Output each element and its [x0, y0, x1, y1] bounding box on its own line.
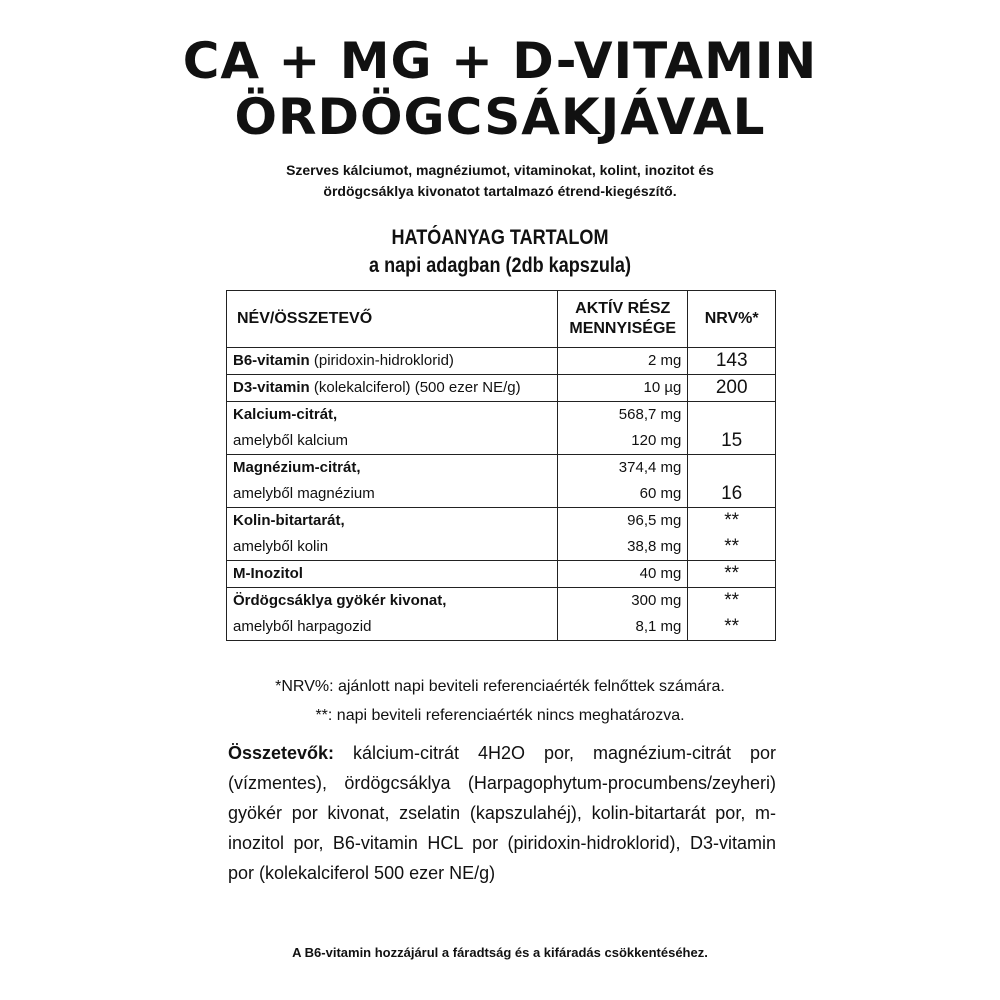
table-header-row	[227, 291, 776, 348]
ingredient-name-bold: Magnézium-citrát,	[233, 459, 361, 476]
ingredient-name	[227, 348, 558, 375]
ingredient-name	[227, 375, 558, 402]
ingredient-sub-nrv: **	[724, 536, 740, 557]
ingredient-name	[227, 508, 558, 561]
ingredient-sub-amount: 60 mg	[639, 485, 682, 502]
ingredient-sub-nrv: **	[724, 616, 740, 637]
ingredient-sub-amount: 38,8 mg	[627, 538, 682, 555]
ingredients-label: Összetevők:	[228, 743, 335, 763]
ingredient-nrv: ** **	[688, 508, 776, 561]
header-nrv: NRV%*	[688, 291, 776, 348]
ingredient-name-bold: Kolin-bitartarát,	[233, 512, 345, 529]
ingredient-amount: 96,5 mg 38,8 mg	[558, 508, 688, 561]
header-amount	[558, 291, 688, 348]
ingredient-sub-name: amelyből kolin	[233, 538, 329, 555]
ingredient-sub-name: amelyből kalcium	[233, 432, 349, 449]
nutrition-table	[226, 290, 776, 641]
ingredient-nrv: 143	[688, 348, 776, 375]
footnote-nrv: *NRV%: ajánlott napi beviteli referenciaérték felnőttek számára.	[275, 678, 725, 695]
ingredient-amount: 374,4 mg 60 mg	[558, 455, 688, 508]
table-row	[227, 375, 776, 402]
table-row	[227, 588, 776, 641]
ingredient-amount: 40 mg	[558, 561, 688, 588]
product-description-line2: ördögcsáklya kivonatot tartalmazó étrend-kiegészítő.	[323, 183, 677, 199]
header-amount-line2: MENNYISÉGE	[569, 320, 677, 337]
ingredient-amount: 2 mg	[558, 348, 688, 375]
header-amount-line1: AKTÍV RÉSZ	[575, 300, 671, 317]
table-row	[227, 561, 776, 588]
ingredient-name	[227, 561, 558, 588]
table-row	[227, 508, 776, 561]
ingredient-amount: 300 mg 8,1 mg	[558, 588, 688, 641]
ingredient-sub-nrv: 16	[721, 483, 743, 504]
ingredient-sub-amount: 8,1 mg	[635, 618, 682, 635]
product-title-line2: ÖRDÖGCSÁKJÁVAL	[234, 88, 766, 146]
health-claim: A B6-vitamin hozzájárul a fáradtság és a kifáradás csökkentéséhez.	[292, 945, 708, 960]
ingredient-name-detail: (piridoxin-hidroklorid)	[309, 352, 454, 369]
ingredient-nrv	[688, 455, 776, 508]
ingredients-text: kálcium-citrát 4H2O por, magnézium-citrát por (vízmentes), ördögcsáklya (Harpagophytum-procumbens/zeyheri) gyökér por kivonat, zselatin (kapszulahéj), kolin-bitartarát por, m-inozitol por, B6-vitamin HCL por (piridoxin-hidroklorid), D3-vitamin por (kolekalciferol 500 ezer NE/g)	[228, 743, 776, 883]
footnote-undefined: **: napi beviteli referenciaérték nincs meghatározva.	[315, 707, 685, 724]
ingredient-sub-nrv: 15	[721, 430, 743, 451]
ingredient-name	[227, 588, 558, 641]
product-title-line1: CA + MG + D-VITAMIN	[182, 32, 818, 90]
ingredient-amount: 10 µg	[558, 375, 688, 402]
table-row	[227, 402, 776, 455]
ingredient-sub-name: amelyből harpagozid	[233, 618, 372, 635]
ingredient-name-detail: (kolekalciferol) (500 ezer NE/g)	[309, 379, 521, 396]
ingredients-paragraph	[228, 738, 776, 888]
section-subheading: a napi adagban (2db kapszula)	[369, 254, 631, 277]
ingredient-amount: 568,7 mg 120 mg	[558, 402, 688, 455]
ingredient-name	[227, 455, 558, 508]
ingredient-nrv: ** **	[688, 588, 776, 641]
ingredient-name-bold: M-Inozitol	[233, 565, 303, 582]
ingredient-nrv	[688, 402, 776, 455]
ingredient-name-bold: Ördögcsáklya gyökér kivonat,	[233, 592, 447, 609]
ingredient-sub-amount: 120 mg	[631, 432, 682, 449]
ingredient-name-bold: Kalcium-citrát,	[233, 406, 338, 423]
ingredient-name-bold: D3-vitamin	[233, 379, 310, 396]
table-row	[227, 455, 776, 508]
ingredient-name	[227, 402, 558, 455]
table-row	[227, 348, 776, 375]
ingredient-nrv: **	[688, 561, 776, 588]
ingredient-sub-name: amelyből magnézium	[233, 485, 375, 502]
ingredient-name-bold: B6-vitamin	[233, 352, 310, 369]
product-description-line1: Szerves kálciumot, magnéziumot, vitaminokat, kolint, inozitot és	[286, 162, 714, 178]
section-heading: HATÓANYAG TARTALOM	[391, 226, 609, 249]
header-name: NÉV/ÖSSZETEVŐ	[227, 291, 558, 348]
ingredient-nrv: 200	[688, 375, 776, 402]
